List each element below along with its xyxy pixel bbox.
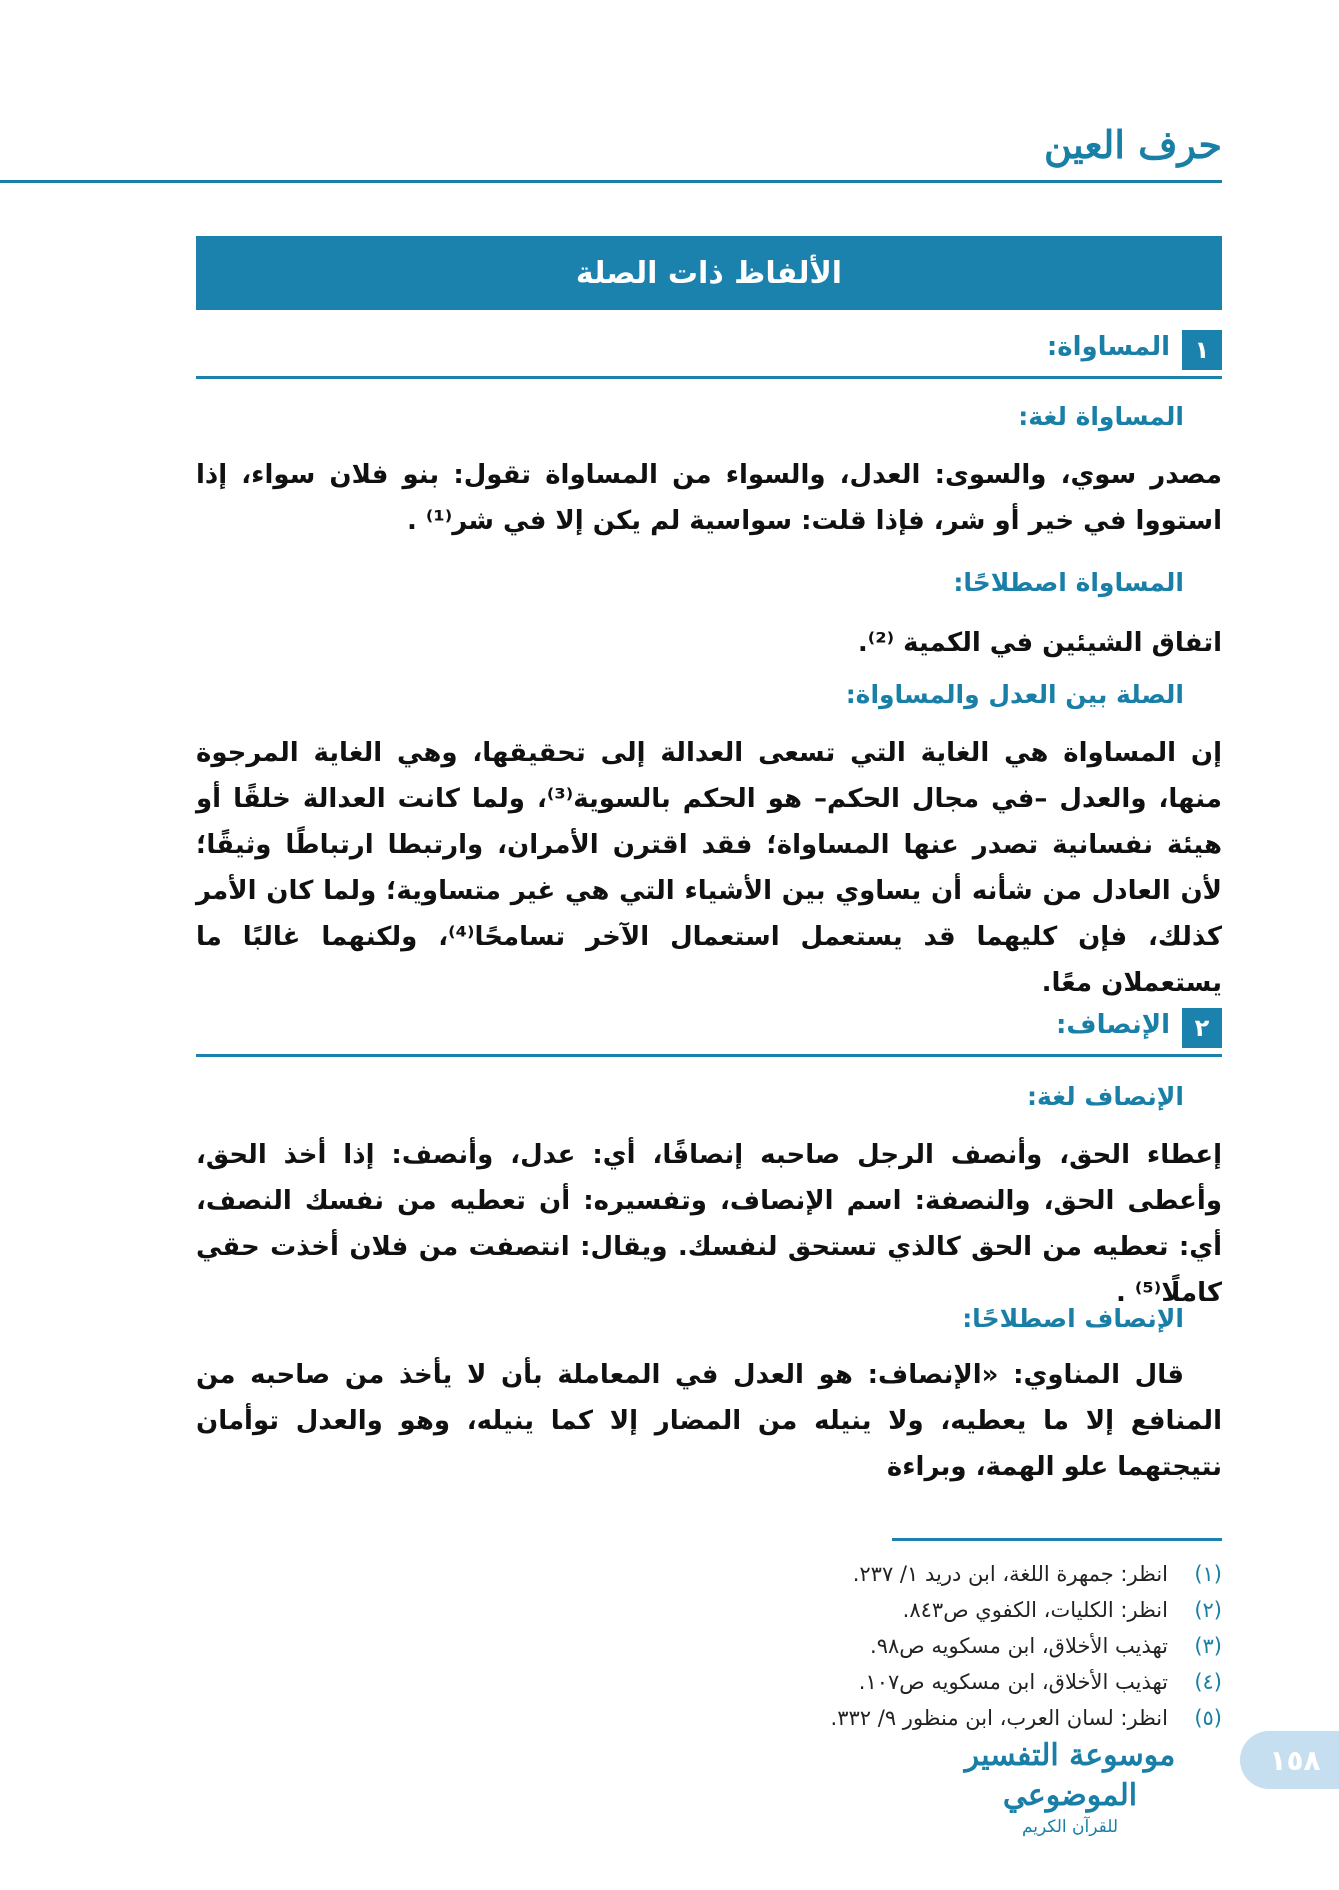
footnote-number: (٣) bbox=[1194, 1634, 1222, 1658]
section-heading-1 bbox=[196, 330, 1222, 370]
subheading: الإنصاف لغة: bbox=[1027, 1082, 1184, 1111]
section-divider bbox=[196, 1054, 1222, 1057]
footnote bbox=[196, 1664, 1222, 1700]
footnote-text: انظر: لسان العرب، ابن منظور ٩/ ٣٣٢. bbox=[830, 1706, 1168, 1730]
subheading: الصلة بين العدل والمساواة: bbox=[845, 680, 1184, 709]
logo-subtitle: للقرآن الكريم bbox=[1021, 1817, 1119, 1837]
chapter-title: حرف العين bbox=[1044, 122, 1222, 167]
section-number: ١ bbox=[1182, 330, 1222, 370]
footnote-number: (١) bbox=[1194, 1562, 1222, 1586]
subheading: المساواة اصطلاحًا: bbox=[953, 568, 1184, 597]
section-number: ٢ bbox=[1182, 1008, 1222, 1048]
section-title: الإنصاف: bbox=[1055, 1010, 1170, 1040]
section-divider bbox=[196, 376, 1222, 379]
paragraph: إعطاء الحق، وأنصف الرجل صاحبه إنصافًا، أي: عدل، وأنصف: إذا أخذ الحق، وأعطى الحق، والنصفة: اسم الإنصاف، وتفسيره: أن تعطيه من نفسك النصف، أي: تعطيه من الحق كالذي تستحق لنفسك. ويقال: انتصفت من فلان أخذت حقي كاملًا⁽⁵⁾ . bbox=[196, 1140, 1222, 1308]
footnote-divider bbox=[892, 1538, 1222, 1541]
footnotes bbox=[196, 1556, 1222, 1736]
section-banner: الألفاظ ذات الصلة bbox=[196, 236, 1222, 310]
footnote-text: انظر: جمهرة اللغة، ابن دريد ١/ ٢٣٧. bbox=[852, 1562, 1168, 1586]
paragraph: إن المساواة هي الغاية التي تسعى العدالة إلى تحقيقها، وهي الغاية المرجوة منها، والعدل –في مجال الحكم– هو الحكم بالسوية⁽³⁾، ولما كانت العدالة خلقًا أو هيئة نفسانية تصدر عنها المساواة؛ فقد اقترن الأمران، وارتبطا ارتباطًا وثيقًا؛ لأن العادل من شأنه أن يساوي بين الأشياء التي هي غير متساوية؛ ولما كان الأمر كذلك، فإن كليهما قد يستعمل استعمال الآخر تسامحًا⁽⁴⁾، ولكنهما غالبًا ما يستعملان معًا. bbox=[196, 738, 1222, 998]
paragraph: اتفاق الشيئين في الكمية ⁽²⁾. bbox=[857, 628, 1222, 658]
subheading: المساواة لغة: bbox=[1018, 402, 1184, 431]
footnote bbox=[196, 1628, 1222, 1664]
subheading: الإنصاف اصطلاحًا: bbox=[962, 1304, 1184, 1333]
paragraph: مصدر سوي، والسوى: العدل، والسواء من المساواة تقول: بنو فلان سواء، إذا استووا في خير أو شر، فإذا قلت: سواسية لم يكن إلا في شر⁽¹⁾ . bbox=[196, 460, 1222, 536]
page-number: ١٥٨ bbox=[1269, 1743, 1321, 1777]
footnote-text: انظر: الكليات، الكفوي ص٨٤٣. bbox=[902, 1598, 1168, 1622]
logo-title: موسوعة التفسير الموضوعي bbox=[964, 1738, 1176, 1813]
footnote bbox=[196, 1592, 1222, 1628]
section-title: المساواة: bbox=[1046, 332, 1170, 362]
header-divider bbox=[0, 180, 1222, 183]
footnote-number: (٤) bbox=[1194, 1670, 1222, 1694]
section-heading-2 bbox=[196, 1008, 1222, 1048]
paragraph: قال المناوي: «الإنصاف: هو العدل في المعاملة بأن لا يأخذ من صاحبه من المنافع إلا ما يعطيه، ولا ينيله من المضار إلا كما ينيله، وهو والعدل توأمان نتيجتهما علو الهمة، وبراءة bbox=[196, 1360, 1222, 1482]
publication-logo bbox=[930, 1736, 1210, 1837]
footnote-text: تهذيب الأخلاق، ابن مسكويه ص٩٨. bbox=[870, 1634, 1168, 1658]
footnote bbox=[196, 1556, 1222, 1592]
footnote bbox=[196, 1700, 1222, 1736]
footnote-text: تهذيب الأخلاق، ابن مسكويه ص١٠٧. bbox=[858, 1670, 1168, 1694]
footnote-number: (٢) bbox=[1194, 1598, 1222, 1622]
footnote-number: (٥) bbox=[1194, 1706, 1222, 1730]
